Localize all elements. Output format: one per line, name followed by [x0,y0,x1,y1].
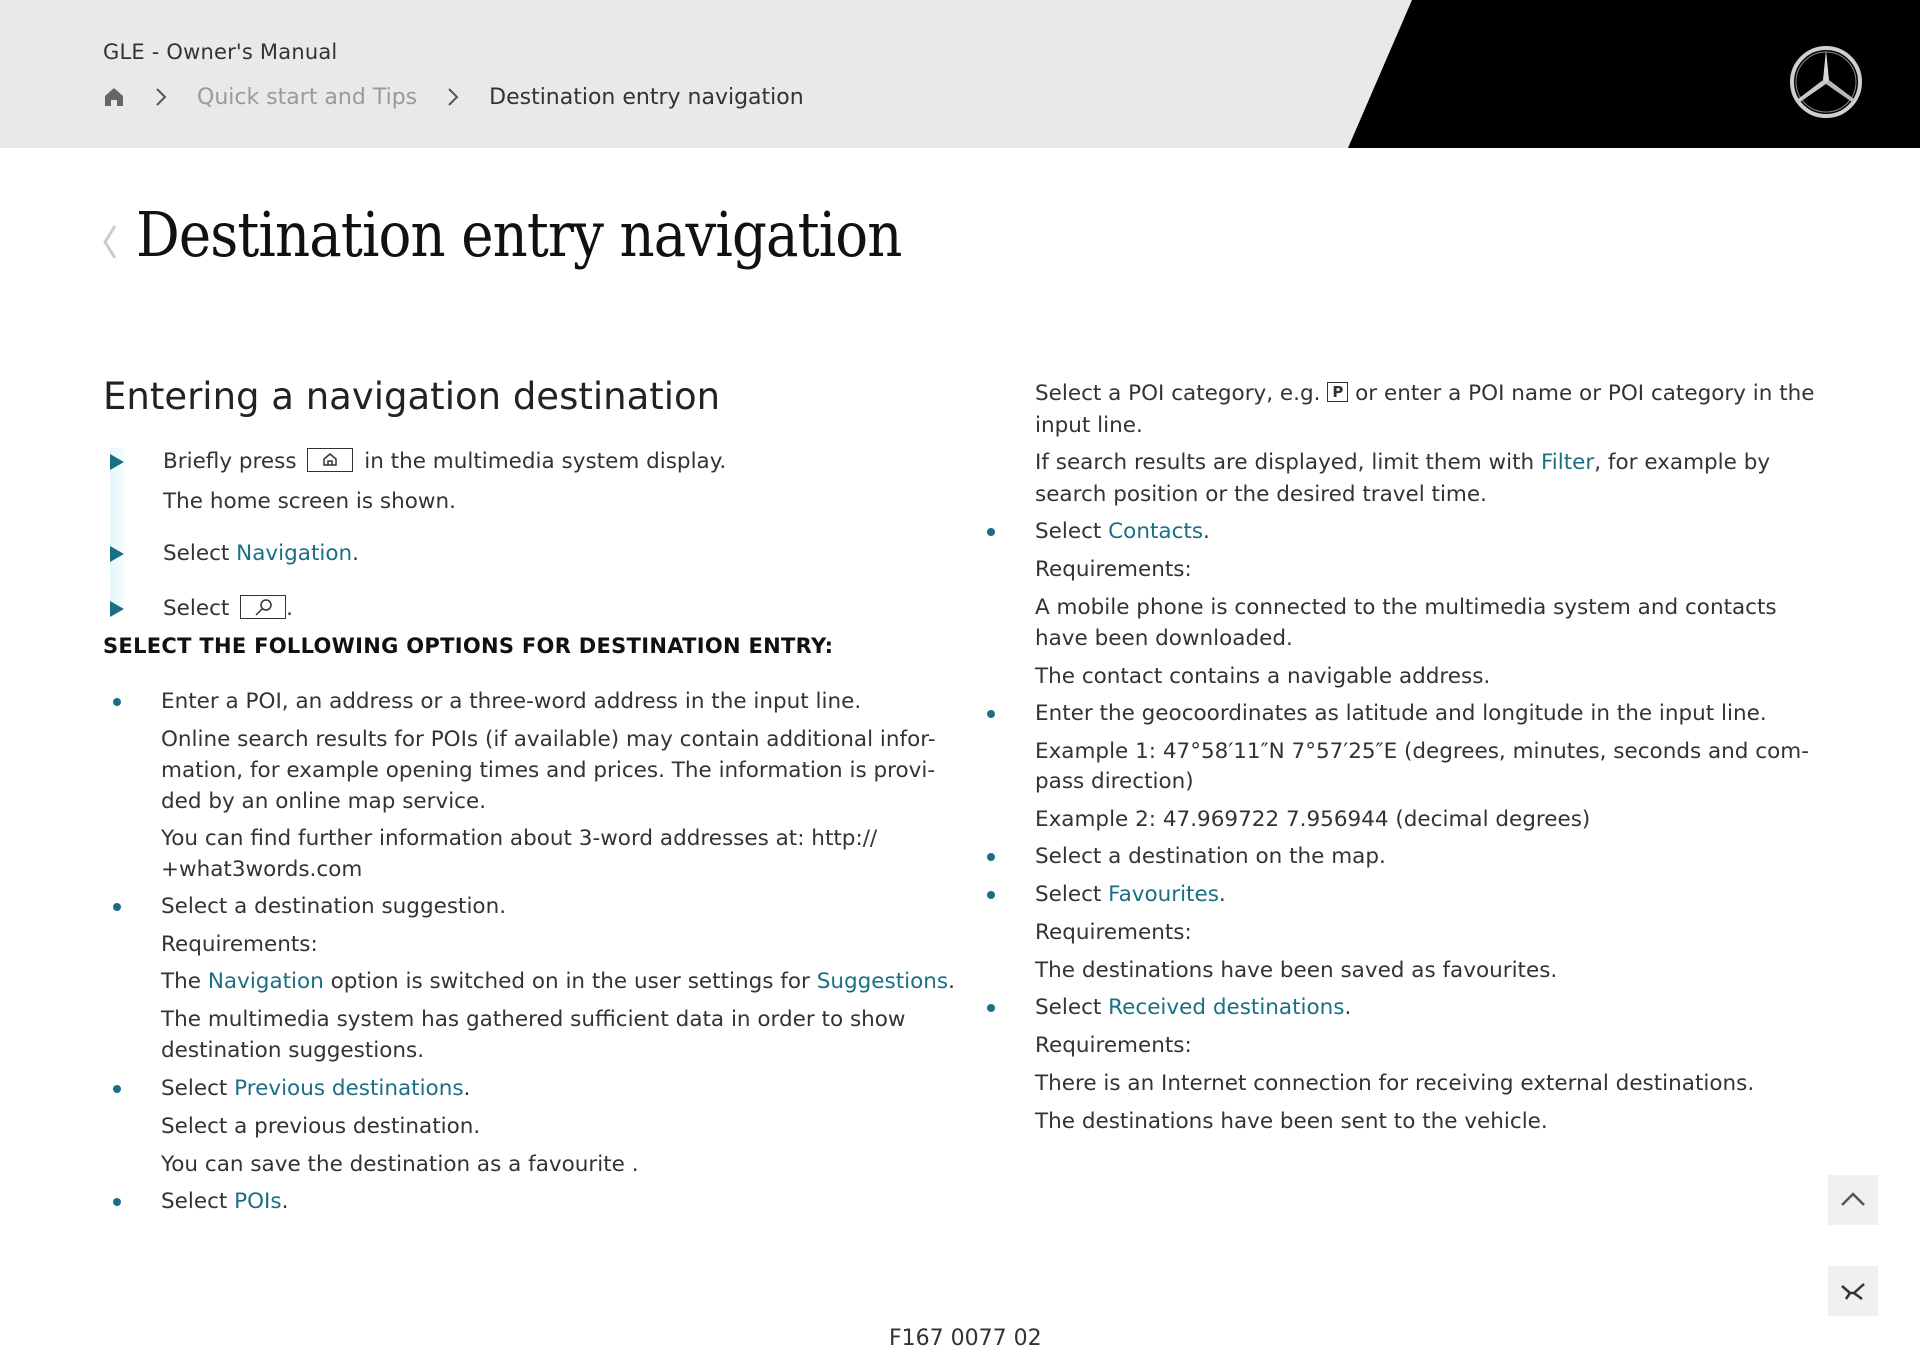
bullet [113,903,121,911]
navigation-link[interactable]: Navigation [236,541,353,566]
bullet [113,1085,121,1093]
what3words-info: +what3words.com [161,857,363,882]
home-icon[interactable] [103,86,125,108]
requirements-label: Requirements: [1035,557,1192,582]
step-3: Select . [163,596,294,621]
page-title: Destination entry navigation [136,198,902,271]
option-contacts: Select Contacts. [1035,519,1210,544]
example-text: Example 2: 47.969722 7.956944 (decimal degrees) [1035,807,1591,832]
chevron-right-icon [153,86,169,108]
step-1: Briefly press in the multimedia system display. [163,449,727,474]
option-detail: Select a previous destination. [161,1114,481,1139]
requirement-text: A mobile phone is connected to the multimedia system and contacts [1035,595,1777,620]
option-enter-poi-note: Online search results for POIs (if available) may contain additional infor- [161,727,936,752]
breadcrumb-current: Destination entry navigation [489,84,804,110]
step-arrow-icon [110,546,124,562]
requirement-text: The destinations have been sent to the vehicle. [1035,1109,1548,1134]
requirement-text: have been downloaded. [1035,626,1293,651]
mercedes-star-logo[interactable] [1788,44,1864,120]
option-map: Select a destination on the map. [1035,844,1386,869]
search-key-icon [240,595,286,619]
contacts-link[interactable]: Contacts [1108,519,1204,544]
requirement-text: The multimedia system has gathered sufficient data in order to show [161,1007,906,1032]
option-destination-suggestion: Select a destination suggestion. [161,894,507,919]
bullet [113,698,121,706]
example-text: pass direction) [1035,769,1194,794]
scroll-to-top-button[interactable] [1828,1175,1878,1225]
pois-link[interactable]: POIs [234,1189,282,1214]
favourites-link[interactable]: Favourites [1108,882,1219,907]
chevron-right-icon [445,86,461,108]
option-enter-poi-note: ded by an online map service. [161,789,487,814]
suggestions-link[interactable]: Suggestions [816,969,949,994]
requirements-label: Requirements: [1035,920,1192,945]
step-arrow-icon [110,454,124,470]
example-text: Example 1: 47°58′11″N 7°57′25″E (degrees, minutes, seconds and com- [1035,739,1809,764]
requirements-label: Requirements: [161,932,318,957]
option-received-destinations: Select Received destinations. [1035,995,1352,1020]
requirement-text: The contact contains a navigable address. [1035,664,1491,689]
option-geocoordinates: Enter the geocoordinates as latitude and longitude in the input line. [1035,701,1767,726]
requirement-text: The Navigation option is switched on in the user settings for Suggestions. [161,969,955,994]
chevron-left-icon[interactable] [101,222,119,262]
requirement-text: There is an Internet connection for receiving external destinations. [1035,1071,1755,1096]
option-previous-destinations: Select Previous destinations. [161,1076,471,1101]
poi-category-text: input line. [1035,413,1143,438]
bullet [987,891,995,899]
received-destinations-link[interactable]: Received destinations [1108,995,1345,1020]
previous-destinations-link[interactable]: Previous destinations [234,1076,464,1101]
options-heading: SELECT THE FOLLOWING OPTIONS FOR DESTINATION ENTRY: [103,634,834,658]
parking-key-icon: P [1327,382,1348,402]
requirement-text: destination suggestions. [161,1038,425,1063]
bullet [987,1004,995,1012]
tools-button[interactable] [1828,1266,1878,1316]
breadcrumb-link-quick-start[interactable]: Quick start and Tips [197,84,418,110]
manual-title: GLE - Owner's Manual [103,40,338,64]
step-arrow-icon [110,601,124,617]
step-1-result: The home screen is shown. [163,489,456,514]
filter-link[interactable]: Filter [1541,450,1595,475]
bullet [987,710,995,718]
option-detail: You can save the destination as a favourite . [161,1152,639,1177]
figure-code: F167 0077 02 [889,1326,1042,1351]
tools-icon [1828,1266,1878,1316]
bullet [113,1198,121,1206]
section-title: Entering a navigation destination [103,375,721,418]
bullet [987,528,995,536]
filter-text: search position or the desired travel time. [1035,482,1487,507]
option-pois: Select POIs. [161,1189,289,1214]
steps-highlight [110,448,124,608]
chevron-up-icon [1828,1175,1878,1225]
option-enter-poi-note: mation, for example opening times and prices. The information is provi- [161,758,936,783]
option-enter-poi: Enter a POI, an address or a three-word address in the input line. [161,689,862,714]
what3words-info: You can find further information about 3-word addresses at: http:// [161,826,878,851]
navigation-link[interactable]: Navigation [207,969,324,994]
home-key-icon [307,448,353,472]
bullet [987,853,995,861]
poi-category-text: Select a POI category, e.g. P or enter a POI name or POI category in the [1035,381,1815,406]
step-2: Select Navigation. [163,541,359,566]
requirements-label: Requirements: [1035,1033,1192,1058]
option-favourites: Select Favourites. [1035,882,1226,907]
filter-text: If search results are displayed, limit them with Filter, for example by [1035,450,1771,475]
requirement-text: The destinations have been saved as favourites. [1035,958,1558,983]
breadcrumb [103,82,804,112]
